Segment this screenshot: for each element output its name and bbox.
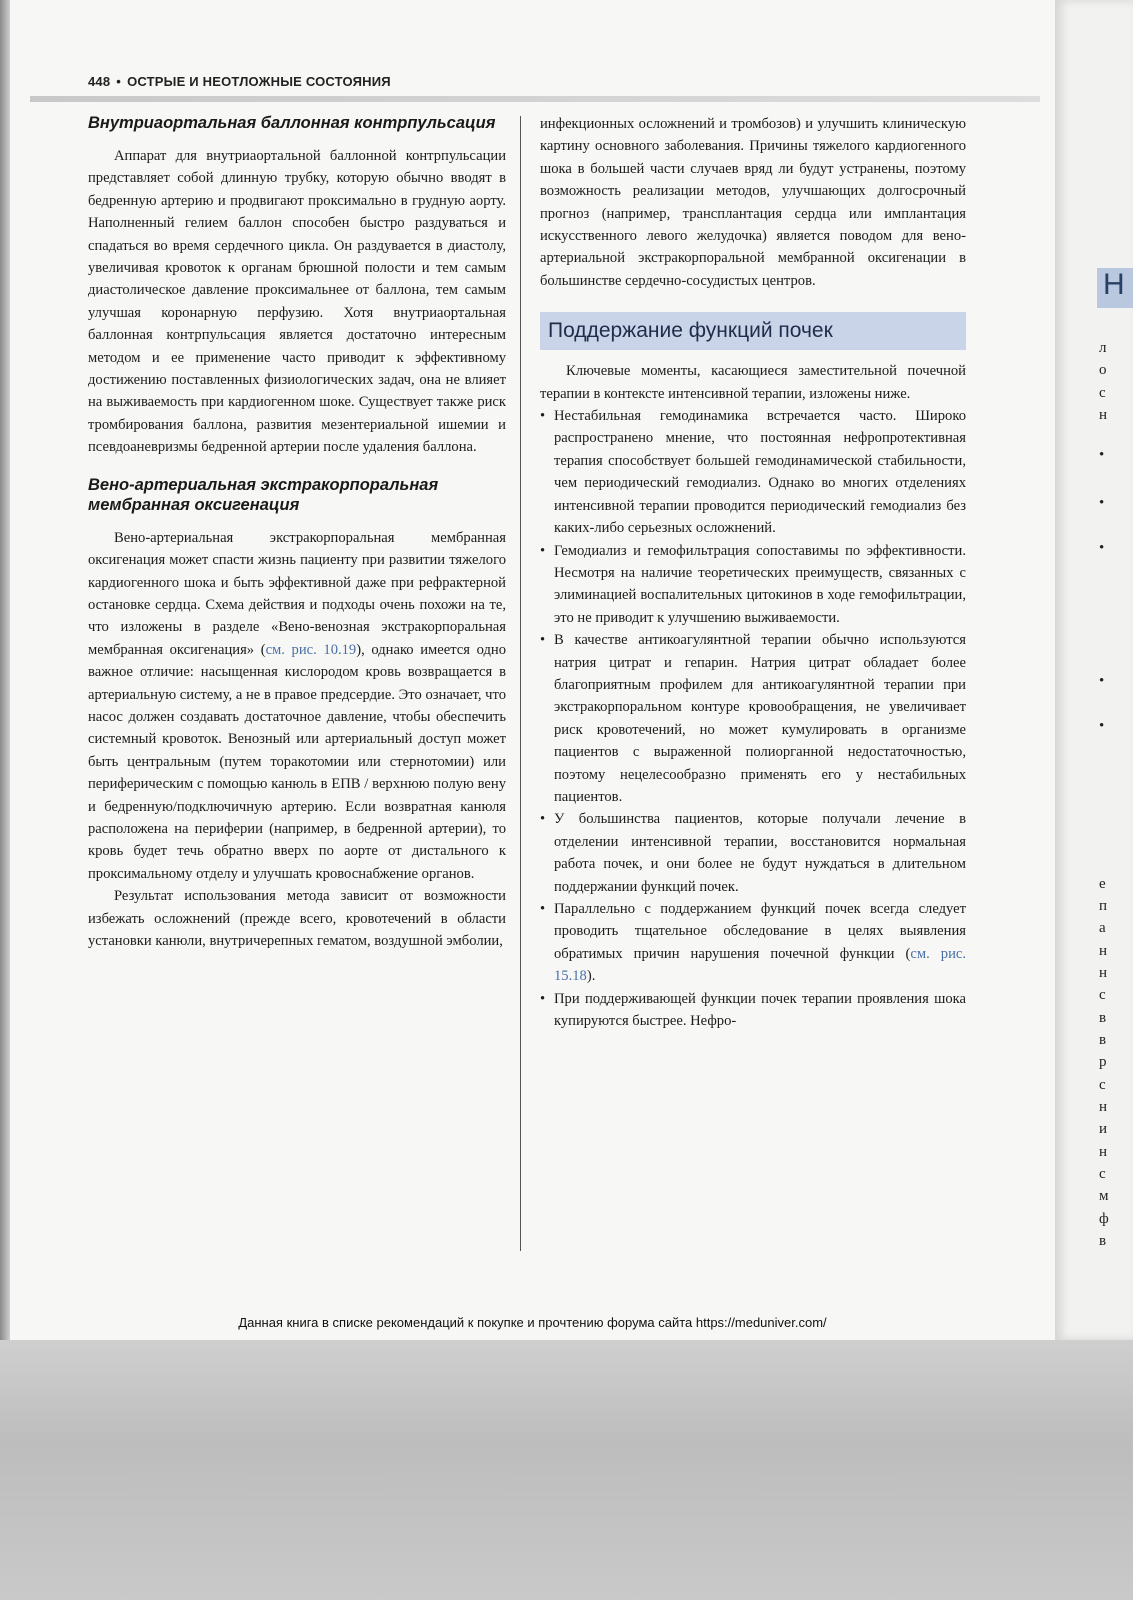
right-column: [540, 113, 966, 1032]
neighbor-line: о: [1099, 362, 1107, 378]
paragraph: Результат использования метода зависит от возможности избежать осложнений (прежде всего, кровотечений в области установки канюли, внутричерепных гематом, воздушной эмболии,: [88, 888, 506, 949]
footer-note: Данная книга в списке рекомендаций к покупке и прочтению форума сайта https://meduniver.com/: [238, 1315, 827, 1330]
neighbor-line: в: [1099, 1233, 1107, 1249]
list-item: • В качестве антикоагулянтной терапии обычно используются натрия цитрат и гепарин. Натрия цитрат обладает более благоприятным профилем для антикоагулянтной терапии при экстракорпоральном контуре кровообращения, не увеличивает риск кровотечений, но может кумулировать в организме пациентов с выраженной полиорганной недостаточностью, поэтому нецелесообразно применять его у нестабильных пациентов.: [540, 629, 966, 808]
neighbor-line: с: [1099, 385, 1106, 401]
paragraph: Ключевые моменты, касающиеся заместительной почечной терапии в контексте интенсивной терапии, изложены ниже.: [540, 363, 966, 402]
neighbor-bullet: •: [1099, 495, 1105, 511]
neighbor-bullet: •: [1099, 673, 1105, 689]
bullet-list: [540, 405, 966, 1032]
figure-reference[interactable]: см. рис. 10.19: [265, 641, 357, 658]
column-divider: [520, 116, 521, 1251]
header-rule: [30, 96, 1040, 102]
paragraph: [88, 527, 506, 886]
neighbor-line: в: [1099, 1010, 1107, 1026]
section-title: Поддержание функций почек: [540, 312, 966, 350]
neighbor-line: е: [1099, 876, 1106, 892]
neighbor-line: н: [1099, 965, 1108, 981]
running-header: [88, 74, 391, 89]
list-item: • При поддерживающей функции почек терапии проявления шока купируются быстрее. Нефро-: [540, 988, 966, 1033]
neighbor-section-letter: Н: [1103, 268, 1125, 301]
neighbor-bullet: •: [1099, 540, 1105, 556]
neighbor-line: в: [1099, 1032, 1107, 1048]
neighbor-line: р: [1099, 1054, 1107, 1070]
page-number: 448: [88, 74, 111, 89]
neighbor-line: с: [1099, 1077, 1106, 1093]
subheading-iabp: Внутриаортальная баллонная контрпульсация: [88, 114, 496, 132]
neighbor-bullet: •: [1099, 718, 1105, 734]
list-item: • Гемодиализ и гемофильтрация сопоставимы по эффективности. Несмотря на наличие теоретических преимуществ, связанных с элиминацией воспалительных цитокинов в ходе гемофильтрации, это не приводит к улучшению выживаемости.: [540, 540, 966, 630]
list-item: • Нестабильная гемодинамика встречается часто. Широко распространено мнение, что постоянная нефропротективная терапия способствует большей гемодинамической стабильности, чем периодический гемодиализ. Однако во многих отделениях интенсивной терапии проводится периодический гемодиализ без каких-либо серьезных осложнений.: [540, 405, 966, 539]
paragraph-continued: инфекционных осложнений и тромбозов) и улучшить клиническую картину основного заболевания. Причины тяжелого кардиогенного шока в большей части случаев вряд ли будут устранены, поэтому возможность реализации методов, улучшающих долгосрочный прогноз (например, трансплантация сердца или имплантация искусственного левого желудочка) является поводом для вено-артериальной экстракорпоральной мембранной оксигенации в большинстве сердечно-сосудистых центров.: [540, 116, 966, 289]
subheading-va-ecmo: Вено-артериальная экстракорпоральная мембранная оксигенация: [88, 475, 439, 514]
paragraph-text: Вено-артериальная экстракорпоральная мембранная оксигенация может спасти жизнь пациенту при развитии тяжелого кардиогенного шока и быть эффективной даже при рефрактерной остановке сердца. Схема действия и подходы очень похожи на те, что изложены в разделе «Вено-венозная экстракорпоральная мембранная оксигенация» (: [88, 529, 506, 658]
neighbor-line: н: [1099, 943, 1108, 959]
neighbor-line: н: [1099, 1144, 1108, 1160]
neighbor-line: п: [1099, 898, 1108, 914]
paragraph-text: ), однако имеется одно важное отличие: насыщенная кислородом кровь возвращается в артериальную систему, а не в правое предсердие. Это означает, что насос должен создавать достаточное давление, чтобы обеспечить системный кровоток. Венозный или артериальный доступ может быть центральным (путем торакотомии или стернотомии) или периферическим с помощью канюль в ЕПВ / верхнюю полую вену и бедренную/подключичную артерию. Если возвратная канюля расположена на периферии (например, в бедренной артерии), то кровь будет течь обратно вверх по аорте от дистального к проксимальному отделу и улучшать кровоснабжение органов.: [88, 641, 506, 882]
list-item: [540, 898, 966, 988]
left-column: [88, 113, 506, 952]
neighbor-line: н: [1099, 407, 1108, 423]
paragraph: Аппарат для внутриаортальной баллонной контрпульсации представляет собой длинную трубку, которую обычно вводят в бедренную артерию и продвигают проксимально в грудную аорту. Наполненный гелием баллон способен быстро раздуваться и спадаться во время сердечного цикла. Он раздувается в диастолу, увеличивая кровоток к органам брюшной полости и тем самым диастолическое давление проксимальнее от баллона, тем самым улучшая коронарную перфузию. Хотя внутриаортальная баллонная контрпульсация является достаточно интересным методом и ее применение часто приводит к эффективному достижению поставленных физиологических задач, она не влияет на выживаемость при кардиогенном шоке. Существует также риск тромбирования баллона, развития мезентериальной ишемии и псевдоаневризмы бедренной артерии после удаления баллона.: [88, 148, 506, 456]
list-item-text: ).: [586, 968, 596, 985]
list-item-text: Параллельно с поддержанием функций почек всегда следует проводить тщательное обследование в целях выявления обратимых причин нарушения почечной функции (: [554, 901, 966, 962]
neighbor-page-edge: [1055, 0, 1133, 1340]
figure-reference[interactable]: см. рис. 15.18: [554, 945, 967, 985]
scan-background: [0, 1340, 1133, 1600]
header-separator: •: [116, 74, 122, 89]
neighbor-line: ф: [1099, 1211, 1109, 1227]
neighbor-bullet: •: [1099, 447, 1105, 463]
neighbor-line: н: [1099, 1099, 1108, 1115]
neighbor-line: л: [1099, 340, 1107, 356]
list-item: • У большинства пациентов, которые получали лечение в отделении интенсивной терапии, восстановится нормальная работа почек, и они более не будут нуждаться в длительном поддержании функций почек.: [540, 808, 966, 898]
neighbor-line: с: [1099, 1166, 1106, 1182]
neighbor-line: с: [1099, 987, 1106, 1003]
neighbor-line: а: [1099, 920, 1106, 936]
running-title: ОСТРЫЕ И НЕОТЛОЖНЫЕ СОСТОЯНИЯ: [127, 74, 391, 89]
neighbor-line: и: [1099, 1121, 1108, 1137]
neighbor-line: м: [1099, 1188, 1109, 1204]
